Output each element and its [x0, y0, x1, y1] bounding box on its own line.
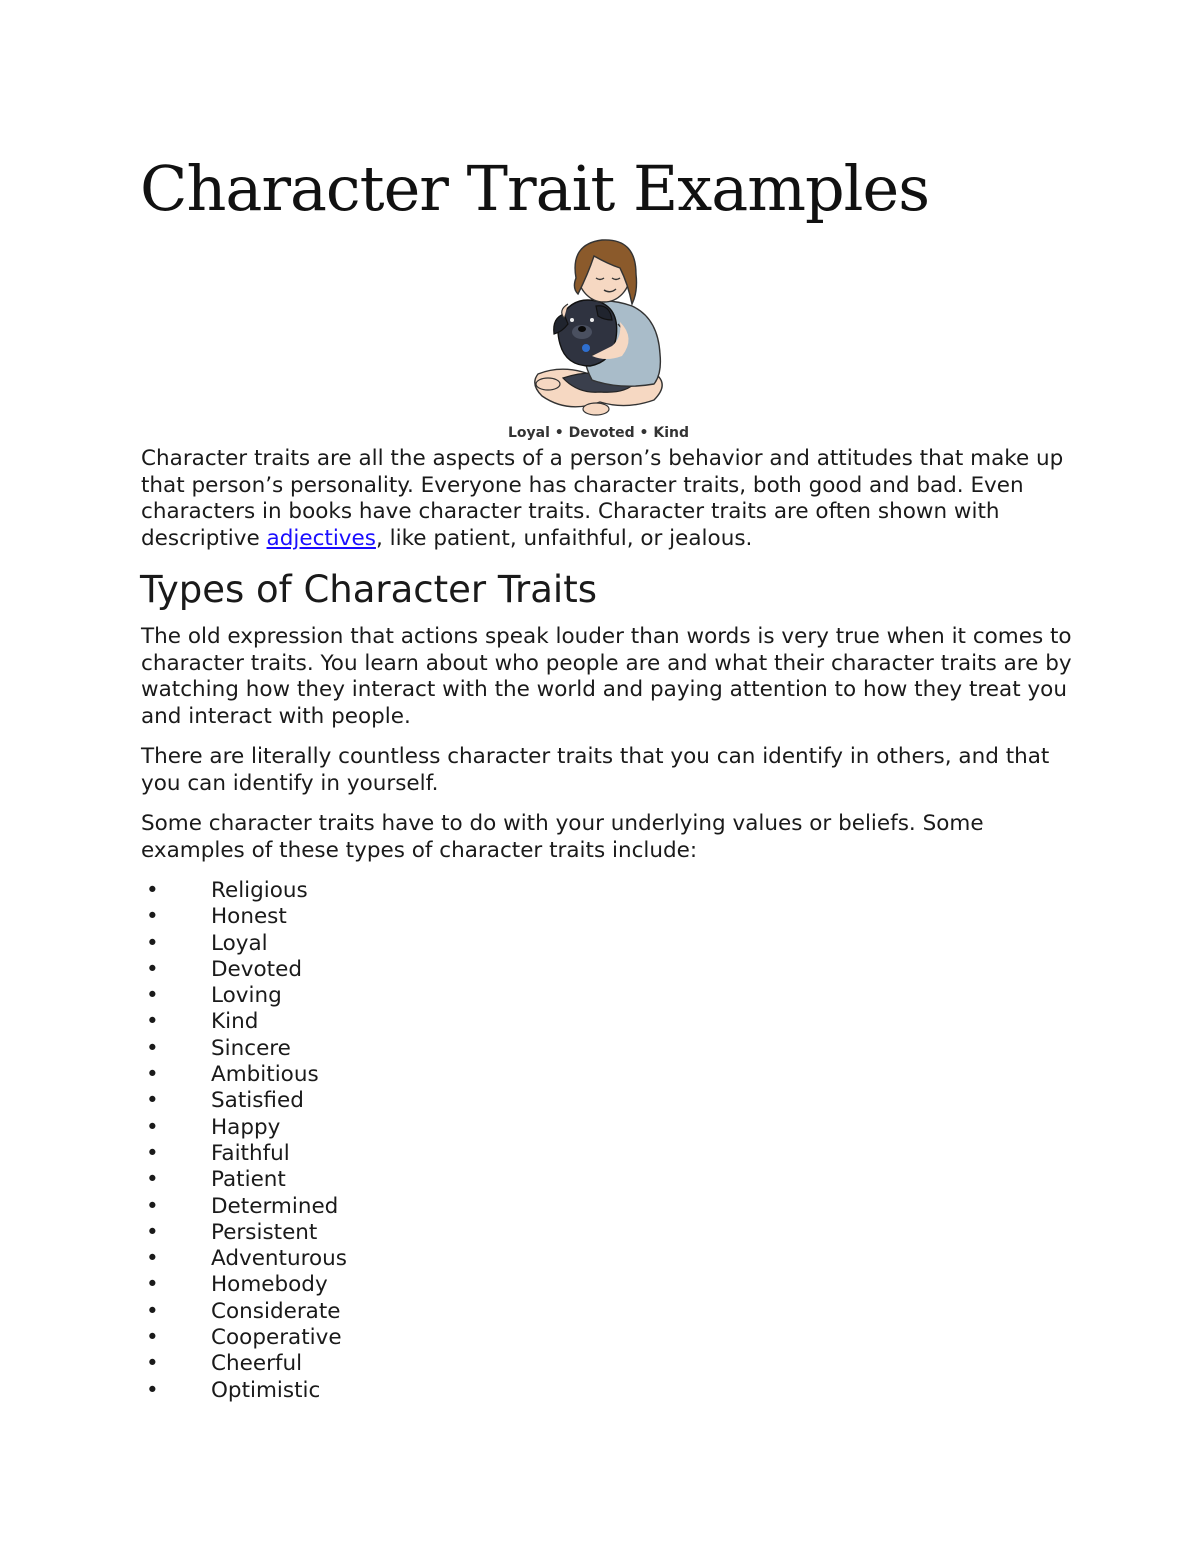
trait-label: Adventurous: [211, 1246, 347, 1272]
page-title: Character Trait Examples: [140, 152, 930, 225]
trait-label: Devoted: [211, 956, 302, 982]
trait-label: Cooperative: [211, 1325, 342, 1351]
bullet-icon: •: [146, 1088, 159, 1114]
trait-label: Patient: [211, 1167, 286, 1193]
list-item: [141, 1378, 347, 1404]
trait-label: Loving: [211, 983, 282, 1009]
bullet-icon: •: [146, 1140, 159, 1166]
list-item: [141, 904, 347, 930]
list-item: [141, 1009, 347, 1035]
intro-text-part2: , like patient, unfaithful, or jealous.: [375, 525, 753, 551]
bullet-icon: •: [146, 878, 159, 903]
bullet-icon: •: [146, 1246, 159, 1272]
adjectives-link[interactable]: adjectives: [266, 525, 376, 551]
trait-label: Homebody: [211, 1272, 328, 1298]
bullet-icon: •: [146, 1009, 159, 1035]
trait-label: Considerate: [211, 1298, 341, 1324]
trait-list: [141, 878, 347, 1404]
trait-label: Religious: [211, 878, 308, 903]
intro-paragraph: [141, 446, 1081, 552]
trait-label: Persistent: [211, 1219, 318, 1245]
trait-label: Sincere: [211, 1035, 291, 1061]
list-item: [141, 1115, 347, 1141]
list-item: [141, 983, 347, 1009]
bullet-icon: •: [146, 1062, 159, 1088]
trait-label: Satisfied: [211, 1088, 304, 1114]
trait-label: Kind: [211, 1009, 259, 1035]
bullet-icon: •: [146, 1377, 159, 1403]
list-item: [141, 1325, 347, 1351]
list-item: [141, 1299, 347, 1325]
bullet-icon: •: [146, 1167, 159, 1193]
trait-label: Loyal: [211, 930, 268, 956]
bullet-icon: •: [146, 1272, 159, 1298]
list-item: [141, 1036, 347, 1062]
bullet-icon: •: [146, 956, 159, 982]
trait-label: Optimistic: [211, 1377, 321, 1403]
trait-label: Happy: [211, 1114, 281, 1140]
trait-label: Faithful: [211, 1140, 290, 1166]
character-illustration: [508, 234, 688, 448]
bullet-icon: •: [146, 1193, 159, 1219]
paragraph-actions: The old expression that actions speak louder than words is very true when it comes to character traits. You learn about who people are and what their character traits are by watching how they interact with the world and paying attention to how they treat you and interact with people.: [141, 624, 1072, 729]
bullet-icon: •: [146, 1298, 159, 1324]
bullet-icon: •: [146, 904, 159, 930]
bullet-icon: •: [146, 1351, 159, 1377]
trait-label: Ambitious: [211, 1062, 319, 1088]
list-item: [141, 878, 347, 904]
list-item: [141, 1272, 347, 1298]
bullet-icon: •: [146, 930, 159, 956]
list-item: [141, 1088, 347, 1114]
list-item: [141, 957, 347, 983]
paragraph-values: Some character traits have to do with your underlying values or beliefs. Some examples of these types of character traits include:: [141, 811, 984, 863]
list-item: [141, 1141, 347, 1167]
bullet-icon: •: [146, 1035, 159, 1061]
list-item: [141, 1351, 347, 1377]
intro-text-part1: Character traits are all the aspects of a person’s behavior and attitudes that make up that person’s personality. Everyone has character traits, both good and bad. Even characters in books have character traits. Character traits are often shown with descriptive: [141, 446, 1064, 551]
section-heading: Types of Character Traits: [140, 568, 597, 611]
list-item: [141, 1246, 347, 1272]
list-item: [141, 1194, 347, 1220]
bullet-icon: •: [146, 1114, 159, 1140]
girl-hugging-dog-icon: [508, 234, 688, 424]
figure-caption: Loyal • Devoted • Kind: [508, 425, 690, 441]
trait-label: Cheerful: [211, 1351, 303, 1377]
list-item: [141, 1220, 347, 1246]
list-item: [141, 1167, 347, 1193]
bullet-icon: •: [146, 1325, 159, 1351]
list-item: [141, 1062, 347, 1088]
trait-label: Determined: [211, 1193, 339, 1219]
trait-label: Honest: [211, 904, 287, 930]
bullet-icon: •: [146, 983, 159, 1009]
list-item: [141, 931, 347, 957]
paragraph-countless: There are literally countless character traits that you can identify in others, and that you can identify in yourself.: [141, 744, 1050, 796]
bullet-icon: •: [146, 1219, 159, 1245]
